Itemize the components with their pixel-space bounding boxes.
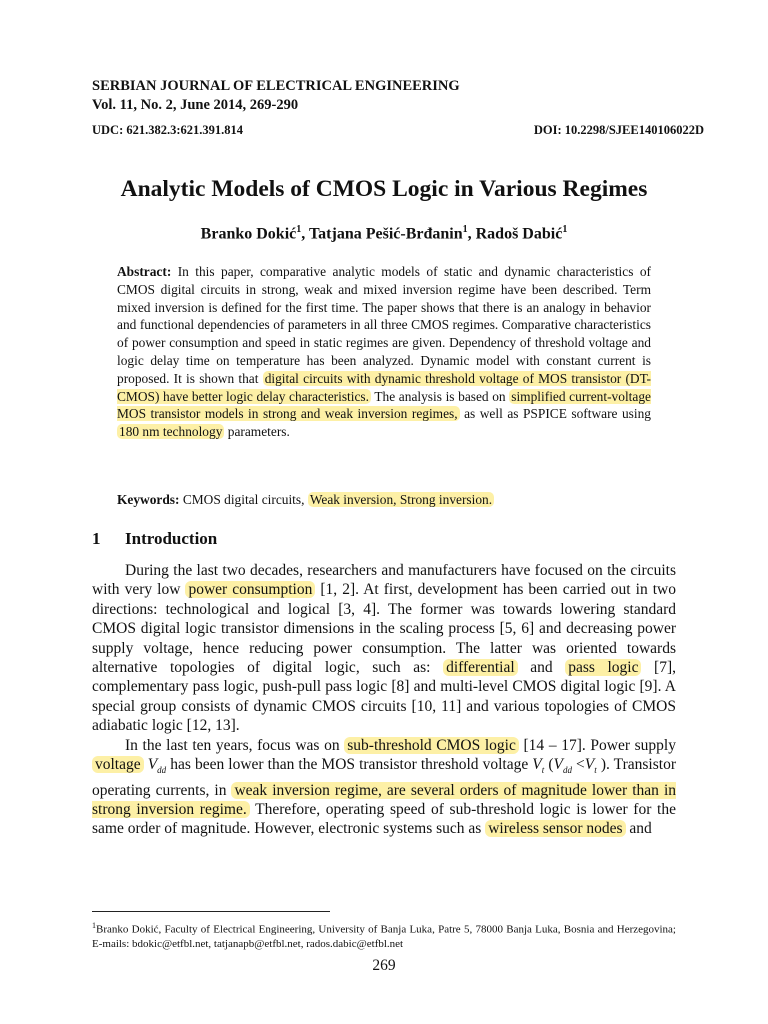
math-variable: $V_t$	[584, 756, 597, 776]
section-title: Introduction	[125, 529, 218, 548]
page-number: 269	[372, 957, 396, 974]
highlight: simplified current-voltage MOS transistor models in strong and weak inversion regimes,	[117, 388, 651, 422]
section-heading	[92, 529, 217, 549]
math-variable: $V_{dd}$	[147, 756, 167, 776]
paper-title: Analytic Models of CMOS Logic in Various Regimes	[120, 176, 648, 202]
author-name: Branko Dokić	[200, 225, 297, 243]
body-text	[92, 561, 676, 839]
section-number: 1	[92, 529, 101, 548]
highlight: power consumption	[185, 581, 315, 598]
highlight: wireless sensor nodes	[485, 820, 625, 837]
author-affiliation: 1	[462, 224, 468, 235]
highlight: weak inversion regime, are several orders of magnitude lower than in strong inversion regime.	[92, 781, 677, 818]
author-affiliation: 1	[562, 224, 568, 235]
author-affiliation: 1	[296, 224, 302, 235]
paragraph: During the last two decades, researchers and manufacturers have focused on the circuits with very low power consumption [1, 2]. At first, development has been carried out in two directions: technological and logical [3, 4]. The former was towards lowering standard CMOS digital logic transistor dimensions in the scaling process [5, 6] and decreasing power supply voltage, hence reducing power consumption. The latter was oriented towards alternative topologies of digital logic, such as: differential and pass logic [7], complementary pass logic, push-pull pass logic [8] and multi-level CMOS digital logic [9]. A special group consists of dynamic CMOS circuits [10, 11] and various topologies of CMOS adiabatic logic [12, 13].	[92, 562, 676, 735]
footnote-rule	[92, 911, 330, 912]
abstract-label: Abstract:	[117, 264, 172, 279]
meta-row	[92, 123, 704, 138]
highlight: differential	[443, 659, 518, 676]
highlight: sub-threshold CMOS logic	[344, 737, 519, 754]
keywords-label: Keywords:	[117, 492, 180, 507]
math-variable: $V_{dd}$	[553, 756, 572, 776]
highlight: Weak inversion, Strong inversion.	[309, 492, 493, 507]
keywords: Keywords: CMOS digital circuits, Weak inversion, Strong inversion.	[117, 492, 493, 507]
highlight: digital circuits with dynamic threshold voltage of MOS transistor (DT-CMOS) have better logic delay characteristics.	[117, 370, 651, 404]
journal-header	[92, 77, 460, 115]
authors-line: Branko Dokić$^1$, Tatjana Pešić-Brđanin$^1$, Radoš Dabić$^1$	[200, 224, 568, 243]
journal-name: SERBIAN JOURNAL OF ELECTRICAL ENGINEERING	[92, 78, 460, 94]
highlight: pass logic	[565, 659, 641, 676]
doi: DOI: 10.2298/SJEE140106022D	[533, 123, 704, 137]
author-name: Tatjana Pešić-Brđanin	[308, 225, 463, 243]
footnote: $^1$Branko Dokić, Faculty of Electrical Engineering, University of Banja Luka, Patre 5, 78000 Banja Luka, Bosnia and Herzegovina; E-mails: bdokic@etfbl.net, tatjanapb@etfbl.net, rados.dabic@etfbl.net	[92, 921, 676, 950]
footnote-marker: 1	[92, 921, 96, 930]
udc: UDC: 621.382.3:621.391.814	[92, 123, 244, 137]
math-variable: $V_t$	[532, 756, 545, 776]
highlight: voltage	[92, 756, 144, 773]
paragraph: In the last ten years, focus was on sub-threshold CMOS logic [14 – 17]. Power supply voltage $V_{dd}$ has been lower than the MOS transistor threshold voltage $V_t$ ($V_{dd} <V_t$ ). Transistor operating currents, in weak inversion regime, are several orders of magnitude lower than in strong inversion regime. Therefore, operating speed of sub-threshold logic is lower for the same order of magnitude. However, electronic systems such as wireless sensor nodes and	[92, 736, 677, 838]
volume-info: Vol. 11, No. 2, June 2014, 269-290	[92, 97, 299, 113]
abstract: Abstract: In this paper, comparative analytic models of static and dynamic characteristics of CMOS digital circuits in strong, weak and mixed inversion regime have been described. Term mixed inversion is defined for the first time. The paper shows that there is an analogy in behavior and functional dependencies of parameters in all three CMOS regimes. Comparative characteristics of power consumption and speed in static regimes are given. Dependency of threshold voltage and logic delay time on temperature has been analyzed. Dynamic model with constant current is proposed. It is shown that digital circuits with dynamic threshold voltage of MOS transistor (DT-CMOS) have better logic delay characteristics. The analysis is based on simplified current-voltage MOS transistor models in strong and weak inversion regimes, as well as PSPICE software using 180 nm technology parameters.	[117, 264, 652, 440]
author-name: Radoš Dabić	[475, 225, 563, 243]
highlight: 180 nm technology	[119, 424, 223, 440]
